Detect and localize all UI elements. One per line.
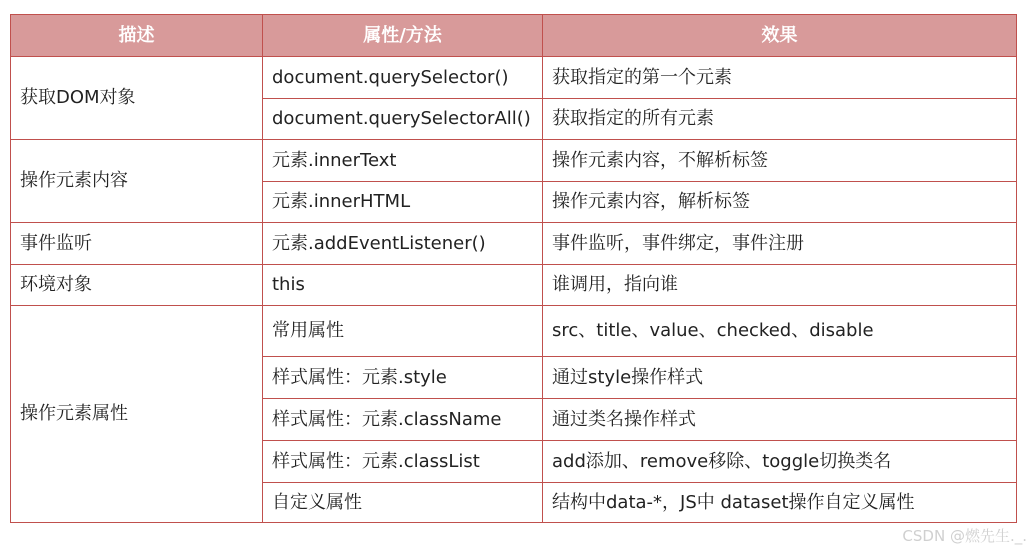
table-row (11, 265, 1017, 306)
property-cell: 元素.addEventListener() (263, 223, 543, 265)
dom-api-table (10, 14, 1017, 523)
property-cell: 常用属性 (263, 306, 543, 357)
group-description: 事件监听 (11, 223, 263, 265)
effect-cell: add添加、remove移除、toggle切换类名 (543, 441, 1017, 483)
property-cell: 自定义属性 (263, 483, 543, 523)
watermark: CSDN @燃先生._. (902, 527, 1027, 545)
effect-cell: 操作元素内容，不解析标签 (543, 140, 1017, 182)
property-cell: 元素.innerHTML (263, 182, 543, 223)
table-header-row (11, 15, 1017, 57)
property-cell: document.querySelector() (263, 57, 543, 99)
effect-cell: 操作元素内容，解析标签 (543, 182, 1017, 223)
group-description: 操作元素内容 (11, 140, 263, 223)
property-cell: 样式属性：元素.className (263, 399, 543, 441)
effect-cell: 谁调用，指向谁 (543, 265, 1017, 306)
group-description: 环境对象 (11, 265, 263, 306)
header-description: 描述 (11, 15, 263, 57)
property-cell: 样式属性：元素.classList (263, 441, 543, 483)
table-row (11, 140, 1017, 182)
effect-cell: src、title、value、checked、disable (543, 306, 1017, 357)
effect-cell: 通过类名操作样式 (543, 399, 1017, 441)
property-cell: document.querySelectorAll() (263, 99, 543, 140)
header-effect: 效果 (543, 15, 1017, 57)
effect-cell: 通过style操作样式 (543, 357, 1017, 399)
table-row (11, 306, 1017, 357)
effect-cell: 事件监听，事件绑定，事件注册 (543, 223, 1017, 265)
property-cell: this (263, 265, 543, 306)
property-cell: 样式属性：元素.style (263, 357, 543, 399)
header-property-method: 属性/方法 (263, 15, 543, 57)
group-description: 获取DOM对象 (11, 57, 263, 140)
effect-cell: 获取指定的所有元素 (543, 99, 1017, 140)
effect-cell: 结构中data-*，JS中 dataset操作自定义属性 (543, 483, 1017, 523)
effect-cell: 获取指定的第一个元素 (543, 57, 1017, 99)
table-row (11, 57, 1017, 99)
group-description: 操作元素属性 (11, 306, 263, 523)
property-cell: 元素.innerText (263, 140, 543, 182)
table-row (11, 223, 1017, 265)
